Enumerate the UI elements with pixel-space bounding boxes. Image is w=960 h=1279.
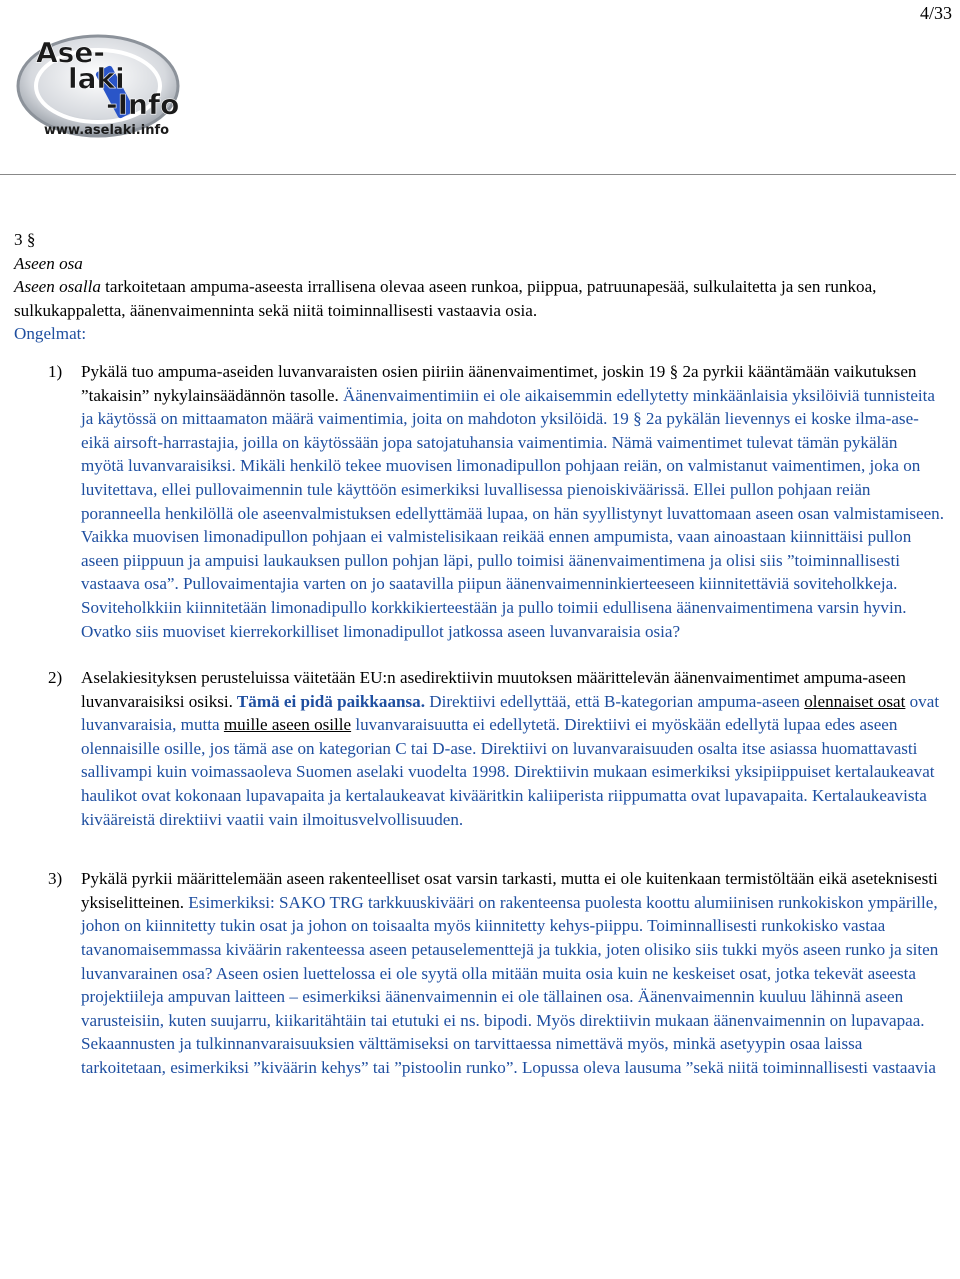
problems-list bbox=[14, 360, 944, 1080]
document-body bbox=[14, 228, 944, 1080]
underlined-essential-parts: olennaiset osat bbox=[804, 691, 906, 711]
problem-bold-claim: Tämä ei pidä paikkaansa. bbox=[232, 691, 425, 711]
problem-commentary: Esimerkiksi: SAKO TRG tarkkuuskivääri on rakenteensa puolesta koottu alumiinisen runkokiskon ympärille, johon on kiinnitetty tukin osat ja johon on toisaalta myös kiinnitetty kehys-piippu. Toiminnallisesti runkokisko vastaa tavanomaisemmassa kiväärin rakenteessa aseen petauselementtejä ja tukkia, joten olisiko siis tukki myös aseen runko ja siten luvanvarainen osa? Aseen osien luettelossa ei ole syytä olla mitään muita osia kuin ne keskeiset osat, jotka tekevät aseesta projektiileja ampuvan laitteen – esimerkiksi äänenvaimennin ei ole tällainen osa. Äänenvaimennin kuuluu lähinnä aseen varusteisiin, kuten suujarru, kiikaritähtäin tai etutuki ei ns. bipodi. Myös direktiivin mukaan äänenvaimennin on lupavapaa. Sekaannusten ja tulkinnanvaraisuuksien välttämiseksi on tarvittaessa nimettävä myös, minkä asetyypin osaa laissa tarkoitetaan, esimerkiksi ”kiväärin kehys” tai ”pistoolin runko”. Lopussa oleva lausuma ”sekä niitä toiminnallisesti vastaavia bbox=[81, 892, 939, 1077]
problem-item-3 bbox=[14, 867, 944, 1079]
problem-intro: Pykälä tuo ampuma-aseiden luvanvaraisten osien piiriin äänenvaimentimet, joskin 19 § 2a pyrkii kääntämään vaikutuksen ”takaisin” nykylainsäädännön tasolle. bbox=[81, 361, 917, 405]
problem-number: 1) bbox=[48, 361, 63, 381]
logo-text-laki: laki bbox=[68, 62, 125, 95]
problem-intro: Aselakiesityksen perusteluissa väitetään EU:n asedirektiivin muutoksen määrittelevän äänenvaimentimet ampuma-aseen luvanvaraisiksi osiksi. bbox=[81, 668, 906, 711]
problem-commentary-3: luvanvaraisuutta ei edellytetä. Direktiivi ei myöskään edellytä lupaa edes aseen olennaisille osille, jos tämä ase on kategorian C tai D-ase. Direktiivi on luvanvaraisuuden osalta itse asiassa huomattavasti sallivampi kuin voimassaoleva Suomen aselaki vuodelta 1998. Direktiivin mukaan esimerkiksi yksipiippuiset kertalaukeavat haulikot ovat kokonaan lupavapaita ja kertalaukeavat kivääritkin kaliiperista riippumatta ovat lupavapaita. Kertalaukeavista kivääreistä direktiivi vaatii vain ilmoitusvelvollisuuden. bbox=[81, 715, 935, 829]
problem-item-2 bbox=[14, 666, 944, 831]
logo-url: www.aselaki.info bbox=[44, 123, 170, 138]
problem-item-1 bbox=[14, 360, 944, 643]
header-divider bbox=[0, 174, 956, 175]
underlined-other-parts: muille aseen osille bbox=[223, 715, 352, 735]
logo-text-ase: Ase- bbox=[36, 36, 105, 69]
section-number: 3 § bbox=[14, 230, 36, 249]
definition-term: Aseen osalla bbox=[14, 277, 101, 297]
logo-text-info: -Info bbox=[106, 88, 180, 121]
page-number: 4/33 bbox=[919, 3, 952, 23]
definition-text: tarkoitetaan ampuma-aseesta irrallisena olevaa aseen runkoa, piippua, patruunapesää, sulkulaitetta ja sen runkoa, sulkukappaletta, äänenvaimenninta sekä niitä toiminnallisesti vastaavia osia. bbox=[14, 277, 877, 320]
problem-number: 2) bbox=[48, 668, 63, 688]
problem-commentary: Äänenvaimentimiin ei ole aikaisemmin edellytetty minkäänlaisia yksilöiviä tunnisteita ja käytössä on mittaamaton määrä vaimentimia, joita on mahdoton yksilöidä. 19 § 2a pykälän lievennys ei koske ilma-ase- eikä airsoft-harrastajia, joilla on käytössään jopa satojatuhansia vaimentimia. Nämä vaimentimet tulevat tämän pykälän myötä luvanvaraisiksi. Mikäli henkilö tekee muovisen limonadipullon pohjaan reiän, on valmistanut vaimentimen, joka on luvitettava, ellei pullovaimennin tule käyttöön esimerkiksi luvallisessa pienoiskiväärissä. Ellei pullon pohjaan reiän poranneella henkilöllä ole aseenvalmistuksen edellyttämää lupaa, on hän syyllistynyt luvattomaan aseen osan valmistamiseen. Vaikka muovisen limonadipullon pohjaan ei valmistelisikaan reikää ennen ampumista, vaan ainoastaan kiinnittäisi pullon aseen piippuun ja ampuisi laukauksen pullon pohjan läpi, pullo toimisi äänenvaimentimena ja olisi siis ”toiminnallisesti vastaava osa”. Pullovaimentajia varten on jo saatavilla piipun äänenvaimenninkierteeseen kiinnitettäviä soviteholkkeja. Soviteholkkiin kiinnitetään limonadipullo korkkikierteestään ja pullo toimii edullisena äänenvaimentimena varsin hyvin. Ovatko siis muoviset kierrekorkilliset limonadipullot jatkossa aseen luvanvaraisia osia? bbox=[81, 385, 944, 641]
problem-commentary-2: ovat luvanvaraisia, mutta bbox=[81, 691, 940, 735]
problem-number: 3) bbox=[48, 869, 63, 889]
section-definition bbox=[14, 275, 944, 322]
problem-intro: Pykälä pyrkii määrittelemään aseen rakenteelliset osat varsin tarkasti, mutta ei ole kuitenkaan termistöltään eikä aseteknisesti yksiselitteinen. bbox=[81, 869, 938, 912]
problem-commentary-1: Direktiivi edellyttää, että B-kategorian ampuma-aseen bbox=[425, 691, 805, 711]
section-title: Aseen osa bbox=[14, 253, 83, 273]
problems-heading: Ongelmat: bbox=[14, 324, 87, 344]
aselaki-info-logo bbox=[14, 28, 192, 140]
